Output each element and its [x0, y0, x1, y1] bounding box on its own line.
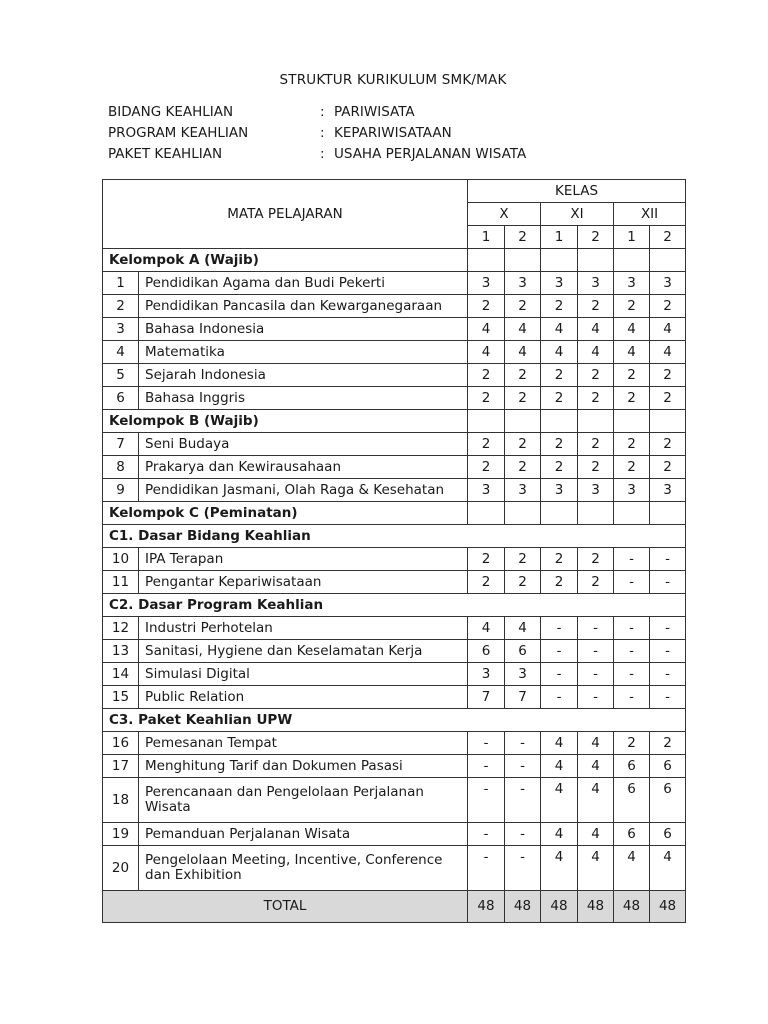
header-semester: 2	[505, 226, 541, 249]
hours-cell: 4	[650, 846, 686, 891]
empty-cell	[468, 502, 505, 525]
meta-program-keahlian	[108, 125, 452, 141]
group-label: C3. Paket Keahlian UPW	[103, 709, 686, 732]
table-row	[103, 387, 686, 410]
hours-cell: 4	[650, 318, 686, 341]
hours-cell: -	[541, 617, 578, 640]
hours-cell: 6	[650, 823, 686, 846]
hours-cell: 4	[578, 846, 614, 891]
group-label: C2. Dasar Program Keahlian	[103, 594, 686, 617]
hours-cell: 4	[468, 318, 505, 341]
hours-cell: 3	[650, 479, 686, 502]
empty-cell	[614, 502, 650, 525]
empty-cell	[505, 410, 541, 433]
hours-cell: 2	[468, 295, 505, 318]
table-row	[103, 364, 686, 387]
hours-cell: 4	[468, 617, 505, 640]
hours-cell: -	[578, 640, 614, 663]
total-cell: 48	[505, 891, 541, 923]
hours-cell: 2	[541, 295, 578, 318]
hours-cell: 2	[541, 571, 578, 594]
subject-name: Industri Perhotelan	[139, 617, 468, 640]
empty-cell	[541, 249, 578, 272]
header-semester: 1	[541, 226, 578, 249]
table-row	[103, 663, 686, 686]
hours-cell: 2	[541, 548, 578, 571]
subject-name: Perencanaan dan Pengelolaan Perjalanan Wisata	[139, 778, 468, 823]
hours-cell: 6	[650, 778, 686, 823]
total-cell: 48	[541, 891, 578, 923]
hours-cell: 2	[650, 456, 686, 479]
meta-sep: :	[320, 104, 325, 120]
hours-cell: 4	[614, 341, 650, 364]
meta-key: PAKET KEAHLIAN	[108, 146, 223, 162]
hours-cell: 2	[614, 456, 650, 479]
table-row	[103, 433, 686, 456]
group-row	[103, 502, 686, 525]
table-row	[103, 755, 686, 778]
hours-cell: 7	[468, 686, 505, 709]
document-title: STRUKTUR KURIKULUM SMK/MAK	[279, 72, 507, 88]
hours-cell: 4	[541, 823, 578, 846]
subject-name: Seni Budaya	[139, 433, 468, 456]
row-number: 3	[103, 318, 139, 341]
hours-cell: 2	[541, 456, 578, 479]
meta-value: KEPARIWISATAAN	[334, 125, 452, 141]
header-grade: XII	[614, 203, 686, 226]
row-number: 20	[103, 846, 139, 891]
row-number: 19	[103, 823, 139, 846]
row-number: 4	[103, 341, 139, 364]
hours-cell: 3	[578, 272, 614, 295]
hours-cell: 2	[614, 295, 650, 318]
hours-cell: 4	[578, 755, 614, 778]
subject-name: Bahasa Inggris	[139, 387, 468, 410]
total-label: TOTAL	[103, 891, 468, 923]
hours-cell: -	[578, 617, 614, 640]
table-row	[103, 732, 686, 755]
hours-cell: -	[541, 686, 578, 709]
empty-cell	[650, 249, 686, 272]
meta-sep: :	[320, 125, 325, 141]
hours-cell: 3	[505, 479, 541, 502]
hours-cell: 3	[505, 272, 541, 295]
hours-cell: 4	[541, 318, 578, 341]
header-semester: 1	[614, 226, 650, 249]
hours-cell: 6	[505, 640, 541, 663]
hours-cell: 4	[541, 755, 578, 778]
hours-cell: -	[468, 755, 505, 778]
hours-cell: 4	[541, 778, 578, 823]
hours-cell: 4	[614, 318, 650, 341]
row-number: 18	[103, 778, 139, 823]
hours-cell: 6	[614, 823, 650, 846]
total-cell: 48	[578, 891, 614, 923]
table-row	[103, 686, 686, 709]
header-semester: 2	[578, 226, 614, 249]
hours-cell: -	[468, 846, 505, 891]
row-number: 7	[103, 433, 139, 456]
group-row	[103, 410, 686, 433]
hours-cell: 2	[505, 433, 541, 456]
table-row	[103, 341, 686, 364]
subject-name: Public Relation	[139, 686, 468, 709]
header-grade: X	[468, 203, 541, 226]
empty-cell	[468, 249, 505, 272]
hours-cell: 3	[650, 272, 686, 295]
hours-cell: 4	[468, 341, 505, 364]
subject-name: Pemanduan Perjalanan Wisata	[139, 823, 468, 846]
hours-cell: 2	[505, 456, 541, 479]
subject-name: Sanitasi, Hygiene dan Keselamatan Kerja	[139, 640, 468, 663]
hours-cell: 3	[468, 663, 505, 686]
hours-cell: 4	[578, 341, 614, 364]
hours-cell: 6	[468, 640, 505, 663]
row-number: 9	[103, 479, 139, 502]
row-number: 6	[103, 387, 139, 410]
group-row	[103, 525, 686, 548]
hours-cell: -	[614, 686, 650, 709]
subject-name: Pendidikan Pancasila dan Kewarganegaraan	[139, 295, 468, 318]
hours-cell: 2	[541, 364, 578, 387]
hours-cell: 2	[614, 732, 650, 755]
meta-bidang-keahlian	[108, 104, 415, 120]
row-number: 13	[103, 640, 139, 663]
empty-cell	[614, 410, 650, 433]
hours-cell: -	[505, 846, 541, 891]
empty-cell	[541, 410, 578, 433]
hours-cell: 2	[468, 433, 505, 456]
hours-cell: -	[614, 663, 650, 686]
row-number: 15	[103, 686, 139, 709]
total-cell: 48	[468, 891, 505, 923]
table-row	[103, 318, 686, 341]
meta-key: PROGRAM KEAHLIAN	[108, 125, 249, 141]
hours-cell: 2	[578, 548, 614, 571]
hours-cell: 3	[614, 479, 650, 502]
hours-cell: 2	[650, 433, 686, 456]
hours-cell: -	[505, 778, 541, 823]
hours-cell: -	[650, 571, 686, 594]
row-number: 8	[103, 456, 139, 479]
group-row	[103, 709, 686, 732]
row-number: 17	[103, 755, 139, 778]
group-label: Kelompok A (Wajib)	[103, 249, 468, 272]
meta-sep: :	[320, 146, 325, 162]
table-row	[103, 272, 686, 295]
hours-cell: 3	[541, 479, 578, 502]
hours-cell: 7	[505, 686, 541, 709]
hours-cell: -	[541, 663, 578, 686]
empty-cell	[505, 502, 541, 525]
hours-cell: 4	[614, 846, 650, 891]
empty-cell	[505, 249, 541, 272]
subject-name: Menghitung Tarif dan Dokumen Pasasi	[139, 755, 468, 778]
hours-cell: -	[468, 732, 505, 755]
hours-cell: 4	[505, 617, 541, 640]
hours-cell: 2	[650, 295, 686, 318]
row-number: 11	[103, 571, 139, 594]
hours-cell: 3	[468, 479, 505, 502]
hours-cell: 3	[468, 272, 505, 295]
hours-cell: 2	[578, 387, 614, 410]
table-row	[103, 548, 686, 571]
hours-cell: -	[650, 617, 686, 640]
hours-cell: 6	[614, 755, 650, 778]
hours-cell: 2	[541, 387, 578, 410]
hours-cell: 2	[614, 433, 650, 456]
subject-name: Bahasa Indonesia	[139, 318, 468, 341]
subject-name: Pendidikan Jasmani, Olah Raga & Kesehatan	[139, 479, 468, 502]
empty-cell	[468, 410, 505, 433]
hours-cell: -	[468, 778, 505, 823]
subject-name: Prakarya dan Kewirausahaan	[139, 456, 468, 479]
meta-value: PARIWISATA	[334, 104, 415, 120]
hours-cell: 2	[541, 433, 578, 456]
meta-paket-keahlian	[108, 146, 526, 162]
group-row	[103, 594, 686, 617]
hours-cell: 4	[541, 341, 578, 364]
hours-cell: -	[578, 686, 614, 709]
table-row	[103, 456, 686, 479]
header-semester: 2	[650, 226, 686, 249]
hours-cell: -	[614, 571, 650, 594]
total-row	[103, 891, 686, 923]
group-label: C1. Dasar Bidang Keahlian	[103, 525, 686, 548]
empty-cell	[650, 410, 686, 433]
subject-name: Simulasi Digital	[139, 663, 468, 686]
subject-name: Matematika	[139, 341, 468, 364]
hours-cell: -	[650, 686, 686, 709]
hours-cell: -	[650, 663, 686, 686]
hours-cell: 2	[578, 571, 614, 594]
hours-cell: 3	[578, 479, 614, 502]
hours-cell: 4	[578, 778, 614, 823]
empty-cell	[614, 249, 650, 272]
header-semester: 1	[468, 226, 505, 249]
table-row	[103, 640, 686, 663]
hours-cell: 4	[505, 318, 541, 341]
hours-cell: 4	[541, 846, 578, 891]
hours-cell: -	[578, 663, 614, 686]
total-cell: 48	[614, 891, 650, 923]
table-row	[103, 823, 686, 846]
table-row	[103, 479, 686, 502]
subject-name: Pengantar Kepariwisataan	[139, 571, 468, 594]
hours-cell: 2	[578, 295, 614, 318]
hours-cell: 2	[468, 571, 505, 594]
hours-cell: 4	[578, 732, 614, 755]
hours-cell: 3	[505, 663, 541, 686]
hours-cell: -	[614, 548, 650, 571]
hours-cell: 2	[650, 387, 686, 410]
subject-name: Pemesanan Tempat	[139, 732, 468, 755]
hours-cell: 2	[650, 364, 686, 387]
empty-cell	[578, 502, 614, 525]
hours-cell: -	[505, 823, 541, 846]
hours-cell: 2	[468, 387, 505, 410]
hours-cell: 2	[614, 387, 650, 410]
hours-cell: 4	[578, 318, 614, 341]
meta-value: USAHA PERJALANAN WISATA	[334, 146, 527, 162]
subject-name: IPA Terapan	[139, 548, 468, 571]
hours-cell: 3	[614, 272, 650, 295]
subject-name: Sejarah Indonesia	[139, 364, 468, 387]
row-number: 2	[103, 295, 139, 318]
hours-cell: 2	[505, 364, 541, 387]
hours-cell: 4	[578, 823, 614, 846]
table-row	[103, 617, 686, 640]
table-row	[103, 295, 686, 318]
hours-cell: 3	[541, 272, 578, 295]
empty-cell	[578, 249, 614, 272]
empty-cell	[578, 410, 614, 433]
hours-cell: -	[505, 755, 541, 778]
row-number: 12	[103, 617, 139, 640]
table-row	[103, 846, 686, 891]
total-cell: 48	[650, 891, 686, 923]
table-row	[103, 778, 686, 823]
hours-cell: 6	[650, 755, 686, 778]
hours-cell: 2	[578, 364, 614, 387]
hours-cell: 2	[505, 387, 541, 410]
hours-cell: -	[541, 640, 578, 663]
hours-cell: 2	[650, 732, 686, 755]
subject-name: Pendidikan Agama dan Budi Pekerti	[139, 272, 468, 295]
empty-cell	[541, 502, 578, 525]
hours-cell: 4	[541, 732, 578, 755]
hours-cell: -	[468, 823, 505, 846]
table-row	[103, 571, 686, 594]
header-kelas: KELAS	[468, 180, 686, 203]
row-number: 16	[103, 732, 139, 755]
hours-cell: 2	[578, 456, 614, 479]
hours-cell: 2	[468, 364, 505, 387]
hours-cell: -	[650, 640, 686, 663]
hours-cell: -	[614, 617, 650, 640]
meta-key: BIDANG KEAHLIAN	[108, 104, 234, 120]
hours-cell: 4	[505, 341, 541, 364]
row-number: 1	[103, 272, 139, 295]
subject-name: Pengelolaan Meeting, Incentive, Conference dan Exhibition	[139, 846, 468, 891]
curriculum-table	[102, 179, 686, 923]
header-grade: XI	[541, 203, 614, 226]
row-number: 14	[103, 663, 139, 686]
hours-cell: 2	[468, 548, 505, 571]
row-number: 10	[103, 548, 139, 571]
group-row	[103, 249, 686, 272]
hours-cell: -	[505, 732, 541, 755]
hours-cell: 2	[614, 364, 650, 387]
hours-cell: 2	[578, 433, 614, 456]
hours-cell: 2	[468, 456, 505, 479]
group-label: Kelompok B (Wajib)	[103, 410, 468, 433]
header-subject: MATA PELAJARAN	[103, 180, 468, 249]
hours-cell: 2	[505, 548, 541, 571]
hours-cell: 2	[505, 295, 541, 318]
hours-cell: 6	[614, 778, 650, 823]
group-label: Kelompok C (Peminatan)	[103, 502, 468, 525]
hours-cell: -	[650, 548, 686, 571]
hours-cell: -	[614, 640, 650, 663]
hours-cell: 4	[650, 341, 686, 364]
row-number: 5	[103, 364, 139, 387]
empty-cell	[650, 502, 686, 525]
hours-cell: 2	[505, 571, 541, 594]
